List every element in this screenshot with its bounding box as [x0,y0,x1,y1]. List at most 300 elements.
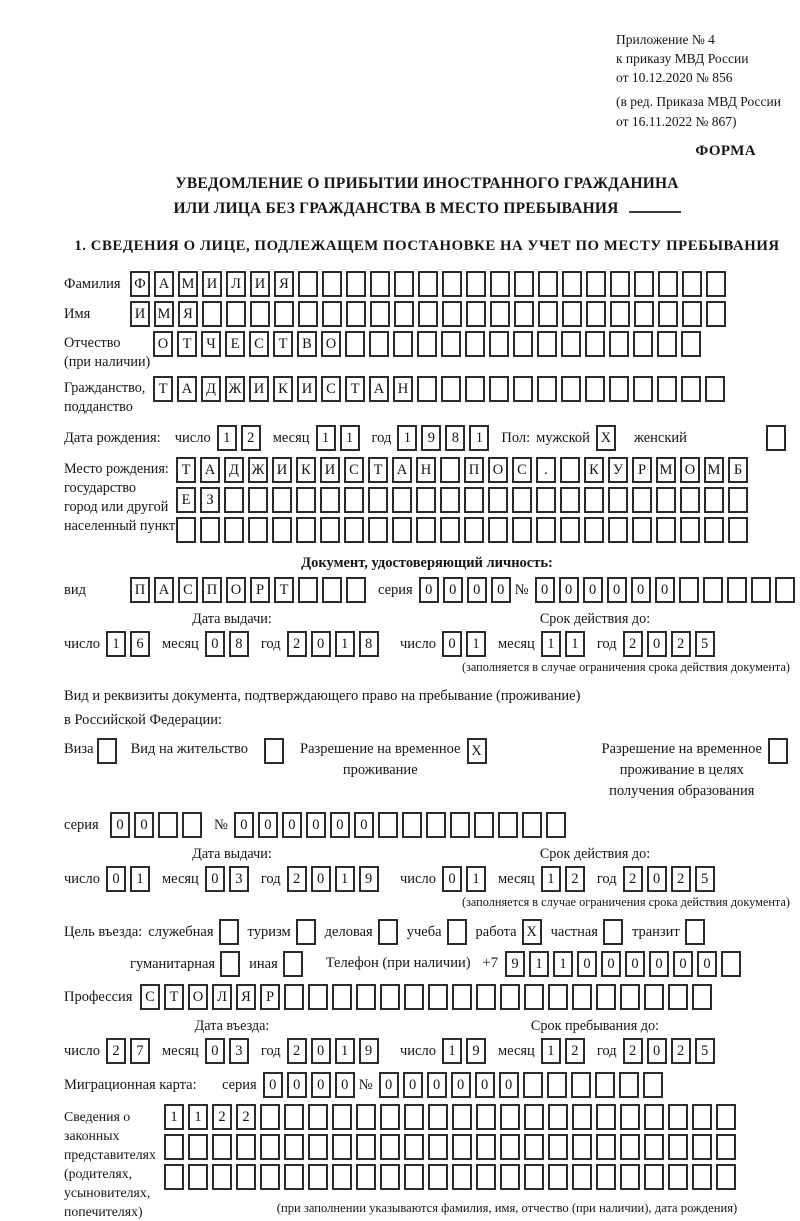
char-cell[interactable]: 2 [287,631,307,657]
char-cell[interactable]: 0 [205,1038,225,1064]
char-cell[interactable]: П [130,577,150,603]
char-cell[interactable]: Л [212,984,232,1010]
char-cell[interactable] [474,812,494,838]
char-cell[interactable] [188,1134,208,1160]
char-cell[interactable]: 9 [505,951,525,977]
char-cell[interactable] [703,577,723,603]
char-cell[interactable]: О [153,331,173,357]
char-cell[interactable]: 0 [451,1072,471,1098]
char-cell[interactable] [224,487,244,513]
char-cell[interactable] [489,376,509,402]
char-cell[interactable]: 0 [306,812,326,838]
char-cell[interactable]: 0 [419,577,439,603]
char-cell[interactable]: 1 [106,631,126,657]
char-cell[interactable]: 2 [623,631,643,657]
char-cell[interactable]: О [680,457,700,483]
other-checkbox[interactable] [283,951,303,977]
char-cell[interactable]: 0 [311,1072,331,1098]
char-cell[interactable] [370,301,390,327]
char-cell[interactable] [368,517,388,543]
char-cell[interactable]: Т [368,457,388,483]
char-cell[interactable] [466,301,486,327]
char-cell[interactable] [322,577,342,603]
char-cell[interactable] [596,984,616,1010]
char-cell[interactable] [298,271,318,297]
char-cell[interactable]: 0 [577,951,597,977]
char-cell[interactable] [394,301,414,327]
char-cell[interactable]: 0 [625,951,645,977]
char-cell[interactable]: Я [178,301,198,327]
char-cell[interactable] [380,1164,400,1190]
char-cell[interactable] [584,487,604,513]
char-cell[interactable] [441,376,461,402]
char-cell[interactable]: А [200,457,220,483]
char-cell[interactable]: 0 [379,1072,399,1098]
char-cell[interactable]: 9 [421,425,441,451]
char-cell[interactable]: К [273,376,293,402]
work-checkbox[interactable]: X [522,919,542,945]
char-cell[interactable]: . [536,457,556,483]
char-cell[interactable]: А [369,376,389,402]
char-cell[interactable] [441,331,461,357]
char-cell[interactable] [368,487,388,513]
char-cell[interactable]: 9 [359,866,379,892]
char-cell[interactable]: 3 [229,866,249,892]
char-cell[interactable] [692,1104,712,1130]
char-cell[interactable] [308,1134,328,1160]
char-cell[interactable] [716,1164,736,1190]
char-cell[interactable]: 0 [311,866,331,892]
char-cell[interactable]: А [154,577,174,603]
char-cell[interactable]: 3 [229,1038,249,1064]
char-cell[interactable] [417,376,437,402]
char-cell[interactable]: 1 [553,951,573,977]
male-checkbox[interactable]: X [596,425,616,451]
char-cell[interactable] [586,271,606,297]
char-cell[interactable]: 1 [335,631,355,657]
char-cell[interactable]: 0 [499,1072,519,1098]
char-cell[interactable]: И [202,271,222,297]
char-cell[interactable] [514,271,534,297]
char-cell[interactable] [466,271,486,297]
char-cell[interactable] [164,1164,184,1190]
char-cell[interactable]: 1 [541,631,561,657]
char-cell[interactable]: О [321,331,341,357]
char-cell[interactable]: 0 [263,1072,283,1098]
char-cell[interactable] [476,1164,496,1190]
char-cell[interactable]: 2 [623,866,643,892]
char-cell[interactable]: 0 [311,1038,331,1064]
char-cell[interactable] [332,1134,352,1160]
char-cell[interactable]: И [249,376,269,402]
char-cell[interactable]: 2 [212,1104,232,1130]
char-cell[interactable] [538,271,558,297]
char-cell[interactable]: 5 [695,1038,715,1064]
char-cell[interactable] [498,812,518,838]
char-cell[interactable] [585,376,605,402]
char-cell[interactable]: Е [225,331,245,357]
visa-checkbox[interactable] [97,738,117,764]
char-cell[interactable]: К [296,457,316,483]
char-cell[interactable]: 1 [217,425,237,451]
char-cell[interactable] [572,1104,592,1130]
char-cell[interactable] [595,1072,615,1098]
char-cell[interactable]: 0 [442,866,462,892]
char-cell[interactable] [392,487,412,513]
char-cell[interactable]: И [272,457,292,483]
char-cell[interactable]: Т [177,331,197,357]
char-cell[interactable] [394,271,414,297]
char-cell[interactable]: 2 [287,1038,307,1064]
char-cell[interactable] [620,984,640,1010]
char-cell[interactable]: 0 [601,951,621,977]
char-cell[interactable]: 0 [311,631,331,657]
char-cell[interactable]: 0 [287,1072,307,1098]
char-cell[interactable]: 2 [671,866,691,892]
char-cell[interactable]: 0 [205,631,225,657]
char-cell[interactable]: 2 [106,1038,126,1064]
char-cell[interactable]: 0 [443,577,463,603]
char-cell[interactable] [404,1134,424,1160]
char-cell[interactable] [634,301,654,327]
char-cell[interactable]: 0 [697,951,717,977]
char-cell[interactable] [704,487,724,513]
char-cell[interactable] [308,984,328,1010]
char-cell[interactable] [212,1134,232,1160]
char-cell[interactable] [464,487,484,513]
char-cell[interactable] [202,301,222,327]
char-cell[interactable] [721,951,741,977]
char-cell[interactable] [728,487,748,513]
char-cell[interactable] [560,517,580,543]
residence-permit-checkbox[interactable] [264,738,284,764]
char-cell[interactable]: 1 [164,1104,184,1130]
char-cell[interactable]: 0 [491,577,511,603]
char-cell[interactable]: 9 [359,1038,379,1064]
char-cell[interactable] [643,1072,663,1098]
char-cell[interactable] [274,301,294,327]
char-cell[interactable]: 2 [241,425,261,451]
char-cell[interactable] [513,331,533,357]
char-cell[interactable]: 0 [649,951,669,977]
char-cell[interactable] [561,331,581,357]
char-cell[interactable] [610,271,630,297]
char-cell[interactable] [524,1164,544,1190]
char-cell[interactable]: Т [153,376,173,402]
char-cell[interactable]: 1 [442,1038,462,1064]
char-cell[interactable]: А [154,271,174,297]
char-cell[interactable]: 0 [647,631,667,657]
char-cell[interactable] [380,1134,400,1160]
char-cell[interactable]: 0 [607,577,627,603]
char-cell[interactable]: С [178,577,198,603]
char-cell[interactable]: Д [224,457,244,483]
char-cell[interactable] [512,517,532,543]
char-cell[interactable] [682,271,702,297]
char-cell[interactable] [562,301,582,327]
char-cell[interactable] [393,331,413,357]
char-cell[interactable] [706,301,726,327]
char-cell[interactable]: 0 [282,812,302,838]
private-checkbox[interactable] [603,919,623,945]
char-cell[interactable] [596,1104,616,1130]
char-cell[interactable]: 0 [427,1072,447,1098]
char-cell[interactable]: П [202,577,222,603]
char-cell[interactable]: Т [345,376,365,402]
char-cell[interactable]: Н [393,376,413,402]
char-cell[interactable] [596,1134,616,1160]
char-cell[interactable] [428,1134,448,1160]
char-cell[interactable]: 0 [655,577,675,603]
char-cell[interactable]: 5 [695,631,715,657]
char-cell[interactable] [370,271,390,297]
char-cell[interactable] [344,517,364,543]
char-cell[interactable] [489,331,509,357]
char-cell[interactable] [610,301,630,327]
char-cell[interactable] [345,331,365,357]
char-cell[interactable]: 9 [466,1038,486,1064]
char-cell[interactable] [692,1134,712,1160]
char-cell[interactable] [668,1134,688,1160]
char-cell[interactable]: 0 [134,812,154,838]
char-cell[interactable] [546,812,566,838]
char-cell[interactable] [418,271,438,297]
char-cell[interactable] [488,487,508,513]
char-cell[interactable] [296,517,316,543]
char-cell[interactable] [561,376,581,402]
char-cell[interactable]: Ч [201,331,221,357]
char-cell[interactable] [490,301,510,327]
char-cell[interactable]: 1 [397,425,417,451]
char-cell[interactable] [571,1072,591,1098]
char-cell[interactable]: 0 [205,866,225,892]
char-cell[interactable] [476,1104,496,1130]
char-cell[interactable] [308,1164,328,1190]
char-cell[interactable]: 8 [445,425,465,451]
char-cell[interactable] [158,812,178,838]
char-cell[interactable]: Б [728,457,748,483]
char-cell[interactable] [236,1164,256,1190]
char-cell[interactable]: А [177,376,197,402]
char-cell[interactable]: Ф [130,271,150,297]
char-cell[interactable] [512,487,532,513]
char-cell[interactable] [404,984,424,1010]
char-cell[interactable] [538,301,558,327]
char-cell[interactable]: Р [632,457,652,483]
char-cell[interactable]: 1 [335,866,355,892]
char-cell[interactable]: 2 [671,1038,691,1064]
char-cell[interactable] [465,331,485,357]
char-cell[interactable] [182,812,202,838]
char-cell[interactable]: О [226,577,246,603]
char-cell[interactable] [380,1104,400,1130]
char-cell[interactable]: 1 [541,866,561,892]
char-cell[interactable] [681,331,701,357]
char-cell[interactable] [657,331,677,357]
char-cell[interactable] [658,271,678,297]
char-cell[interactable] [296,487,316,513]
char-cell[interactable] [572,1164,592,1190]
char-cell[interactable]: 0 [535,577,555,603]
char-cell[interactable]: И [320,457,340,483]
char-cell[interactable] [284,984,304,1010]
char-cell[interactable]: Е [176,487,196,513]
char-cell[interactable]: 8 [359,631,379,657]
char-cell[interactable] [536,487,556,513]
char-cell[interactable] [356,1104,376,1130]
char-cell[interactable]: 1 [316,425,336,451]
study-checkbox[interactable] [447,919,467,945]
char-cell[interactable] [260,1104,280,1130]
char-cell[interactable]: И [130,301,150,327]
char-cell[interactable] [284,1164,304,1190]
char-cell[interactable] [644,1134,664,1160]
char-cell[interactable] [298,301,318,327]
char-cell[interactable] [704,517,724,543]
business-checkbox[interactable] [378,919,398,945]
char-cell[interactable]: М [178,271,198,297]
char-cell[interactable]: П [464,457,484,483]
char-cell[interactable] [346,301,366,327]
char-cell[interactable]: С [512,457,532,483]
char-cell[interactable] [548,1164,568,1190]
char-cell[interactable] [680,517,700,543]
char-cell[interactable] [248,487,268,513]
char-cell[interactable] [260,1164,280,1190]
char-cell[interactable] [633,331,653,357]
char-cell[interactable] [679,577,699,603]
char-cell[interactable]: 2 [236,1104,256,1130]
char-cell[interactable]: 1 [529,951,549,977]
char-cell[interactable] [644,984,664,1010]
char-cell[interactable]: 0 [258,812,278,838]
char-cell[interactable] [346,577,366,603]
char-cell[interactable]: 0 [403,1072,423,1098]
char-cell[interactable]: Т [274,577,294,603]
char-cell[interactable] [332,1104,352,1130]
char-cell[interactable] [428,1164,448,1190]
char-cell[interactable] [440,517,460,543]
char-cell[interactable]: 2 [565,866,585,892]
char-cell[interactable] [657,376,677,402]
char-cell[interactable]: 1 [541,1038,561,1064]
char-cell[interactable]: Ж [248,457,268,483]
char-cell[interactable] [584,517,604,543]
char-cell[interactable]: Т [176,457,196,483]
char-cell[interactable]: 8 [229,631,249,657]
char-cell[interactable] [248,517,268,543]
char-cell[interactable] [356,1134,376,1160]
char-cell[interactable]: З [200,487,220,513]
char-cell[interactable] [681,376,701,402]
char-cell[interactable] [727,577,747,603]
temp-residence-education-checkbox[interactable] [768,738,788,764]
char-cell[interactable] [476,1134,496,1160]
char-cell[interactable] [488,517,508,543]
char-cell[interactable] [560,487,580,513]
char-cell[interactable] [524,1104,544,1130]
char-cell[interactable]: Т [273,331,293,357]
char-cell[interactable] [656,487,676,513]
char-cell[interactable] [164,1134,184,1160]
char-cell[interactable]: М [704,457,724,483]
char-cell[interactable] [775,577,795,603]
temp-residence-checkbox[interactable]: X [467,738,487,764]
char-cell[interactable] [332,984,352,1010]
char-cell[interactable] [633,376,653,402]
char-cell[interactable]: К [584,457,604,483]
char-cell[interactable] [464,517,484,543]
char-cell[interactable] [658,301,678,327]
char-cell[interactable]: 0 [442,631,462,657]
char-cell[interactable] [378,812,398,838]
char-cell[interactable]: Д [201,376,221,402]
char-cell[interactable] [728,517,748,543]
char-cell[interactable] [236,1134,256,1160]
char-cell[interactable]: В [297,331,317,357]
char-cell[interactable]: М [154,301,174,327]
char-cell[interactable] [500,1104,520,1130]
char-cell[interactable]: 0 [647,866,667,892]
char-cell[interactable] [356,984,376,1010]
char-cell[interactable]: С [249,331,269,357]
char-cell[interactable] [212,1164,232,1190]
char-cell[interactable] [465,376,485,402]
char-cell[interactable] [284,1104,304,1130]
char-cell[interactable] [537,331,557,357]
char-cell[interactable] [609,376,629,402]
char-cell[interactable] [522,812,542,838]
char-cell[interactable] [346,271,366,297]
char-cell[interactable] [392,517,412,543]
char-cell[interactable] [585,331,605,357]
char-cell[interactable] [620,1134,640,1160]
char-cell[interactable] [572,1134,592,1160]
char-cell[interactable]: Я [236,984,256,1010]
char-cell[interactable] [476,984,496,1010]
char-cell[interactable] [416,517,436,543]
char-cell[interactable]: О [488,457,508,483]
transit-checkbox[interactable] [685,919,705,945]
char-cell[interactable] [716,1134,736,1160]
humanitarian-checkbox[interactable] [220,951,240,977]
char-cell[interactable] [668,984,688,1010]
char-cell[interactable]: Л [226,271,246,297]
char-cell[interactable]: Ж [225,376,245,402]
char-cell[interactable]: 5 [695,866,715,892]
char-cell[interactable] [442,301,462,327]
char-cell[interactable]: И [250,271,270,297]
char-cell[interactable]: 0 [673,951,693,977]
char-cell[interactable] [320,517,340,543]
char-cell[interactable] [562,271,582,297]
char-cell[interactable] [298,577,318,603]
char-cell[interactable] [500,1134,520,1160]
char-cell[interactable] [356,1164,376,1190]
char-cell[interactable] [417,331,437,357]
char-cell[interactable] [536,517,556,543]
char-cell[interactable] [369,331,389,357]
char-cell[interactable] [272,487,292,513]
char-cell[interactable] [320,487,340,513]
char-cell[interactable] [224,517,244,543]
char-cell[interactable]: 1 [469,425,489,451]
char-cell[interactable] [250,301,270,327]
char-cell[interactable] [272,517,292,543]
char-cell[interactable]: Я [274,271,294,297]
char-cell[interactable]: И [297,376,317,402]
char-cell[interactable]: 0 [475,1072,495,1098]
